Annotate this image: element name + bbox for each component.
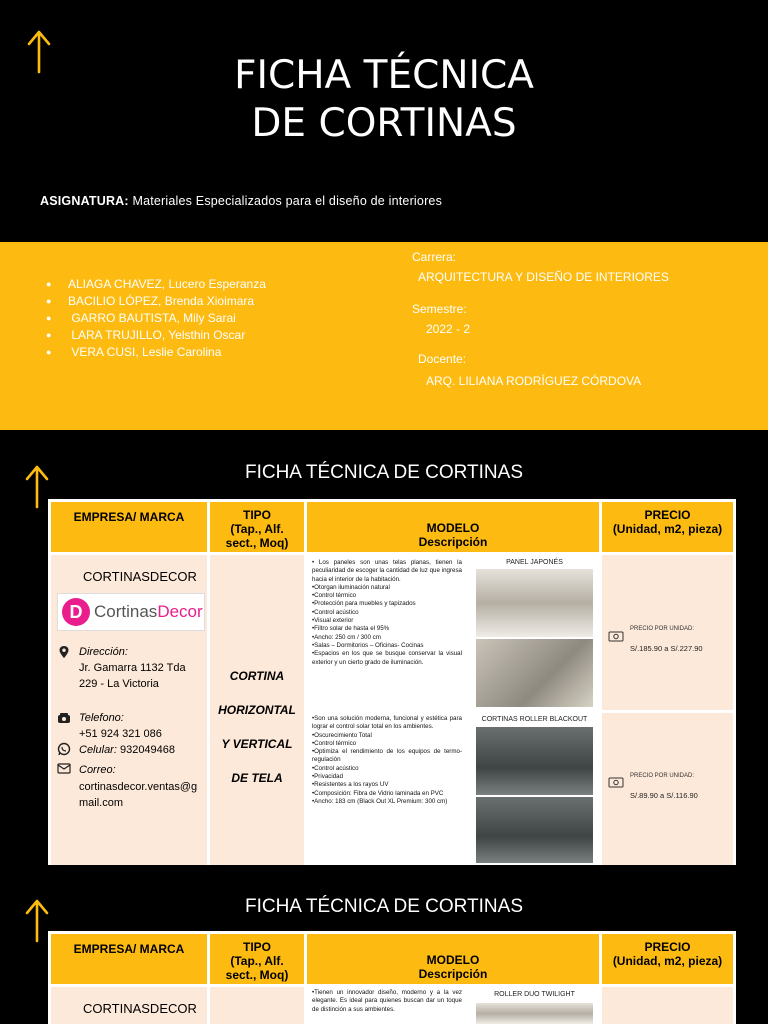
- subject-value: Materiales Especializados para el diseño de interiores: [128, 194, 443, 208]
- model-photo-cell: [470, 555, 599, 710]
- member-item: ● LARA TRUJILLO, Yelsthin Oscar: [46, 328, 246, 342]
- semestre-value: 2022 - 2: [426, 322, 471, 336]
- page-title: [0, 52, 768, 148]
- carrera-value: ARQUITECTURA Y DISEÑO DE INTERIORES: [418, 270, 669, 284]
- price-label: PRECIO POR UNIDAD:: [630, 626, 695, 632]
- company-name: CORTINASDECOR: [83, 1001, 197, 1016]
- telefono-label: Telefono:: [79, 712, 124, 724]
- celular-line: Celular: 932049468: [79, 744, 176, 756]
- title-line-1: FICHA TÉCNICA: [234, 53, 534, 98]
- member-item: ● VERA CUSI, Leslie Carolina: [46, 345, 222, 359]
- datasheet-table: [48, 499, 736, 865]
- correo-value: cortinasdecor.ventas@g mail.com: [79, 781, 198, 809]
- curtain-photo: [476, 569, 593, 637]
- title-line-2: DE CORTINAS: [251, 101, 517, 146]
- logo-badge-icon: D: [62, 598, 90, 626]
- header-tipo: TIPO (Tap., Alf. sect., Moq): [210, 934, 304, 984]
- model-description: • Los paneles son unas telas planas, tienen la peculiaridad de escoger la cantidad de luz que ingresa hacia el interior de la habitación. •Otorgan iluminación natural •Control térmico •Protección para muebles y tapizados •Control acústico •Visual exterior •Filtro solar de hasta el 95% •Ancho: 250 cm / 300 cm •Salas – Dormitorios – Oficinas- Cocinas •Espacios en los que se busque conservar la visual exterior y un cierto grado de iluminación.: [312, 559, 462, 666]
- price-label: PRECIO POR UNIDAD:: [630, 773, 695, 779]
- header-empresa: EMPRESA/ MARCA: [51, 502, 207, 552]
- member-item: ● GARRO BAUTISTA, Mily Sarai: [46, 311, 236, 325]
- photo-label: ROLLER DUO TWILIGHT: [494, 991, 575, 998]
- docente-value: ARQ. LILIANA RODRÍGUEZ CÓRDOVA: [426, 374, 642, 388]
- money-icon: [608, 629, 624, 643]
- header-empresa: EMPRESA/ MARCA: [51, 934, 207, 984]
- telefono-value: +51 924 321 086: [79, 728, 162, 740]
- model-photo-cell: [470, 987, 599, 1024]
- model-description: •Tienen un innovador diseño, moderno y a la vez elegante. Es ideal para quienes buscan dar un toque de distinción a sus ambientes.: [312, 989, 462, 1013]
- slide-title: FICHA TÉCNICA DE CORTINAS: [244, 462, 523, 483]
- subject-label: ASIGNATURA:: [40, 194, 129, 208]
- model-description-cell: [307, 555, 467, 710]
- datasheet-slide: [0, 868, 768, 1024]
- tipo-cell: [210, 987, 304, 1024]
- location-pin-icon: [57, 645, 71, 659]
- curtain-photo: [476, 797, 593, 863]
- slide-title: FICHA TÉCNICA DE CORTINAS: [244, 896, 523, 917]
- curtain-photo: [476, 639, 593, 707]
- price-cell: [602, 555, 733, 710]
- member-item: ● BACILIO LÓPEZ, Brenda Xioimara: [46, 294, 255, 308]
- company-logo: [57, 593, 205, 631]
- model-description: •Son una solución moderna, funcional y estética para lograr el control solar total en los ambientes. •Oscurecimiento Total •Control térmico •Optimiza el rendimiento de los equipos de termo-regulación •Control acústico •Privacidad •Resistentes a los rayos UV •Composición: Fibra de Vidrio laminada en PVC •Ancho: 183 cm (Black Out XL Premium: 300 cm): [312, 715, 462, 805]
- carrera-label: Carrera:: [412, 250, 457, 264]
- money-icon: [608, 775, 624, 789]
- tipo-cell: [210, 555, 304, 865]
- member-item: ● ALIAGA CHAVEZ, Lucero Esperanza: [46, 277, 266, 291]
- logo-wordmark: CortinasDecor: [94, 602, 203, 621]
- datasheet-slide: [0, 433, 768, 865]
- price-value: S/.89.90 a S/.116.90: [630, 791, 698, 800]
- price-value: S/.185.90 a S/.227.90: [630, 644, 703, 653]
- header-precio: PRECIO (Unidad, m2, pieza): [602, 502, 733, 552]
- curtain-photo: [476, 1003, 593, 1024]
- semestre-label: Semestre:: [412, 302, 467, 316]
- docente-label: Docente:: [418, 352, 467, 366]
- cover-slide: [0, 0, 768, 430]
- price-cell: [602, 713, 733, 865]
- header-modelo: MODELO Descripción: [307, 502, 599, 552]
- company-cell: [51, 555, 207, 865]
- header-precio: PRECIO (Unidad, m2, pieza): [602, 934, 733, 984]
- header-modelo: MODELO Descripción: [307, 934, 599, 984]
- tipo-text: CORTINA HORIZONTAL Y VERTICAL DE TELA: [218, 669, 296, 785]
- direccion-value: Jr. Gamarra 1132 Tda 229 - La Victoria: [79, 662, 186, 690]
- photo-label: PANEL JAPONÉS: [506, 559, 563, 566]
- direccion-label: Dirección:: [79, 646, 128, 658]
- correo-label: Correo:: [79, 764, 116, 776]
- mail-icon: [57, 761, 71, 775]
- header-tipo: TIPO (Tap., Alf. sect., Moq): [210, 502, 304, 552]
- whatsapp-icon: [57, 742, 71, 756]
- datasheet-table: [48, 931, 736, 1024]
- telephone-icon: [57, 711, 71, 725]
- model-description-cell: [307, 987, 467, 1024]
- company-name: CORTINASDECOR: [83, 569, 197, 584]
- photo-label: CORTINAS ROLLER BLACKOUT: [481, 716, 588, 723]
- curtain-photo: [476, 727, 593, 795]
- subject-line: [40, 194, 442, 208]
- company-cell: [51, 987, 207, 1024]
- info-band: [0, 242, 768, 430]
- model-photo-cell: [470, 713, 599, 865]
- price-cell: [602, 987, 733, 1024]
- model-description-cell: [307, 713, 467, 865]
- member-list: [46, 276, 266, 361]
